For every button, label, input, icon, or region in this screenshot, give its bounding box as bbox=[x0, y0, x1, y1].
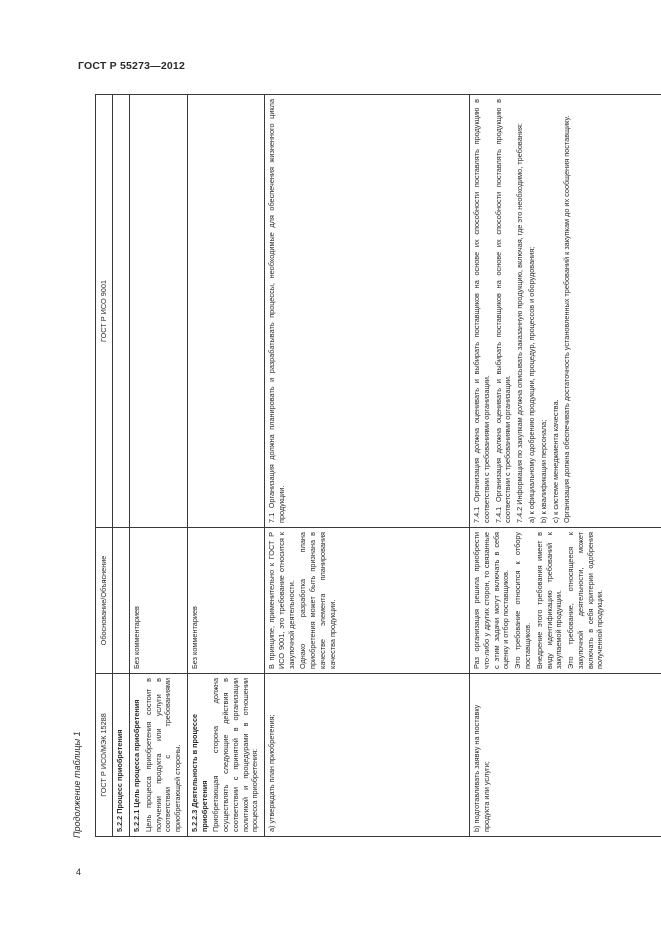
comment-paragraph: В принципе, применительно к ГОСТ Р ИСО 9001, это требование относится к закупочной деятельности. bbox=[267, 532, 296, 669]
column-header-iso-9001: ГОСТ Р ИСО 9001 bbox=[96, 95, 113, 528]
comment-cell: Без комментариев bbox=[187, 528, 264, 674]
item-a-iso-9001: 7.1 Организация должна планировать и разрабатывать процессы, необходимые для обеспечения жизненного цикла продукции. bbox=[265, 95, 470, 528]
page-number: 4 bbox=[76, 867, 82, 877]
section-cell-purpose bbox=[130, 674, 188, 837]
item-a-comment bbox=[265, 528, 470, 674]
comment-paragraph: Это требование, относящееся к закупочной деятельности, может включать в себя критерии одобрения полученной продукции. bbox=[566, 532, 605, 669]
iso-paragraph: a) к официальному одобрению продукции, процедур, процессов и оборудования; bbox=[527, 246, 537, 523]
section-heading-activities: 5.2.2.3 Деятельность в процессе приобретения bbox=[189, 713, 209, 832]
purpose-text: Цель процесса приобретения состоит в получении продукта или услуги в соответствии с требованиями приобретающей стороны. bbox=[143, 678, 183, 832]
document-header-title: ГОСТ Р 55273—2012 bbox=[78, 60, 186, 72]
item-b-iso-9001 bbox=[470, 95, 661, 528]
section-heading-purpose: 5.2.2.1 Цель процесса приобретения bbox=[132, 699, 141, 832]
empty-cell bbox=[113, 528, 130, 674]
table-continuation-label: Продолжение таблицы 1 bbox=[72, 731, 82, 838]
item-a-text: a) утверждать план приобретения; bbox=[265, 674, 470, 837]
column-header-justification: Обоснование/Объяснение bbox=[96, 528, 113, 674]
iso-paragraph: 7.4.2 Информация по закупкам должна описывать заказанную продукцию, включая, где это необходимо, требования: bbox=[515, 123, 525, 523]
iso-paragraph: 7.4.1 Организация должна оценивать и выбирать поставщиков на основе их способности поставлять продукцию в соответствии с требованиями организации. bbox=[493, 99, 513, 523]
comment-paragraph: Это требование относится к отбору поставщиков. bbox=[513, 532, 533, 669]
comment-paragraph: Раз организация решила приобрести что-либо у других сторон, то связанные с этим задачи могут включать в себя оценку и отбор поставщиков. bbox=[472, 532, 511, 669]
empty-cell bbox=[113, 95, 130, 528]
comparison-table bbox=[95, 95, 605, 837]
section-heading-acquisition: 5.2.2 Процесс приобретения bbox=[113, 674, 130, 837]
comment-cell: Без комментариев bbox=[130, 528, 188, 674]
activities-text: Приобретающая сторона должна осуществлять следующие действия в соответствии с принятой в организации политикой и процедурами в отношении процесса приобретения: bbox=[211, 678, 260, 832]
iso-paragraph: Организация должна обеспечивать достаточность установленных требований к закупкам до их сообщения поставщику. bbox=[562, 115, 572, 523]
comment-paragraph: Однако разработка плана приобретения может быть признана в качестве элемента планирования качества продукции. bbox=[298, 532, 337, 669]
item-b-text: b) подготавливать заявку на поставку продукта или услуги; bbox=[470, 674, 661, 837]
empty-cell bbox=[130, 95, 188, 528]
iso-paragraph: c) к системе менеджмента качества. bbox=[550, 399, 560, 523]
section-cell-activities bbox=[187, 674, 264, 837]
item-b-comment bbox=[470, 528, 661, 674]
empty-cell bbox=[187, 95, 264, 528]
column-header-iso-15288: ГОСТ Р ИСО/МЭК 15288 bbox=[96, 674, 113, 837]
iso-paragraph: 7.4.1 Организация должна оценивать и выбирать поставщиков на основе их способности поставлять продукцию в соответствии с требованиями организации. bbox=[472, 99, 491, 523]
iso-paragraph: b) к квалификации персонала; bbox=[538, 419, 548, 523]
comment-paragraph: Внедрение этого требования имеет в виду идентификацию требований к закупаемой продукции. bbox=[534, 532, 564, 669]
